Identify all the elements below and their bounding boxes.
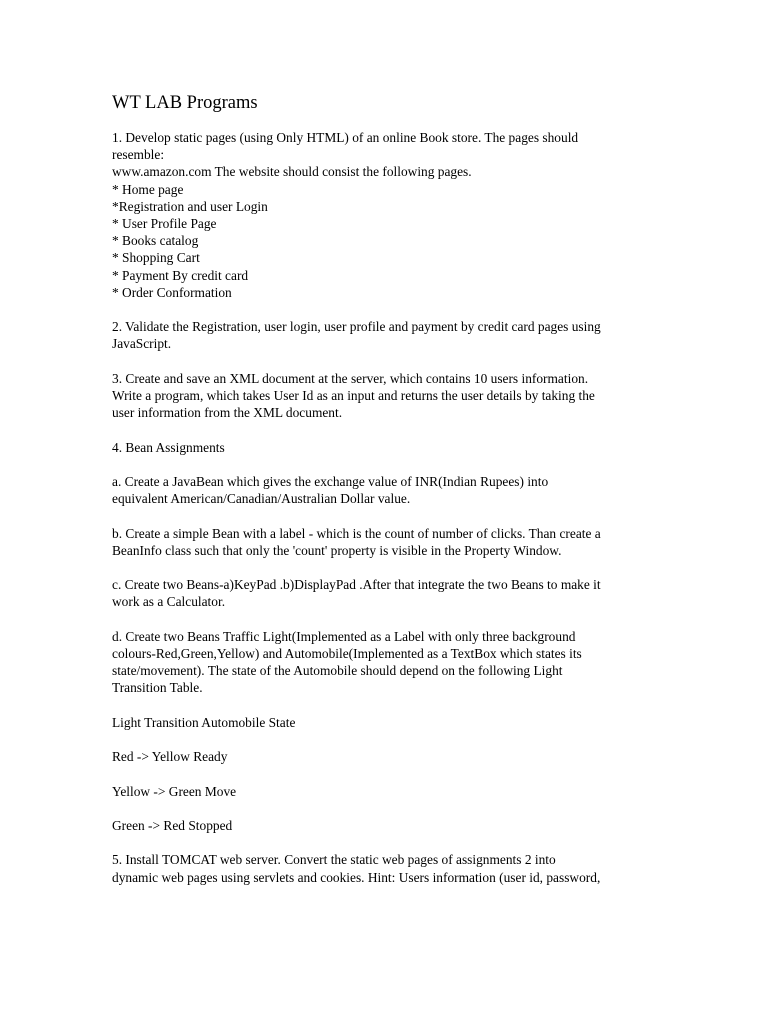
text-line: user information from the XML document. xyxy=(112,405,343,421)
text-line: 1. Develop static pages (using Only HTML) of an online Book store. The pages should xyxy=(112,130,579,145)
text-line: Transition Table. xyxy=(112,680,203,696)
paragraph-5-tomcat xyxy=(112,851,657,885)
text-line: resemble: xyxy=(112,147,165,163)
text-line: d. Create two Beans Traffic Light(Implemented as a Label with only three background xyxy=(112,628,576,644)
transition-row-green xyxy=(112,817,657,834)
text-line: Write a program, which takes User Id as an input and returns the user details by taking the xyxy=(112,388,595,404)
paragraph-4-bean-assignments xyxy=(112,439,657,456)
paragraph-1-book-store xyxy=(112,129,657,301)
text-line: www.amazon.com The website should consist the following pages. xyxy=(112,164,472,180)
paragraph-4b-simple-bean xyxy=(112,525,657,559)
text-line: a. Create a JavaBean which gives the exchange value of INR(Indian Rupees) into xyxy=(112,474,549,489)
text-line: b. Create a simple Bean with a label - which is the count of number of clicks. Than create a xyxy=(112,525,601,541)
text-line: JavaScript. xyxy=(112,336,172,352)
paragraph-4a-javabean xyxy=(112,473,657,507)
list-item: * Payment By credit card xyxy=(112,267,249,283)
text-line: 5. Install TOMCAT web server. Convert the static web pages of assignments 2 into xyxy=(112,852,556,868)
transition-row-yellow xyxy=(112,783,657,800)
paragraph-3-xml-document xyxy=(112,370,657,422)
text-line: Green -> Red Stopped xyxy=(112,817,233,833)
document-page xyxy=(112,92,657,903)
text-line: Red -> Yellow Ready xyxy=(112,749,228,765)
text-line: 4. Bean Assignments xyxy=(112,439,225,455)
text-line: BeanInfo class such that only the 'count' property is visible in the Property Window. xyxy=(112,542,562,558)
text-line: work as a Calculator. xyxy=(112,594,226,610)
text-line: 3. Create and save an XML document at the server, which contains 10 users information. xyxy=(112,370,589,386)
transition-row-red xyxy=(112,748,657,765)
text-line: colours-Red,Green,Yellow) and Automobile(Implemented as a TextBox which states its xyxy=(112,645,582,661)
list-item: * Shopping Cart xyxy=(112,250,200,266)
list-item: * Books catalog xyxy=(112,233,199,249)
list-item: * Home page xyxy=(112,181,184,197)
paragraph-4c-calculator-beans xyxy=(112,576,657,610)
paragraph-2-validation xyxy=(112,318,657,352)
text-line: 2. Validate the Registration, user login, user profile and payment by credit card pages using xyxy=(112,319,601,335)
text-line: state/movement). The state of the Automobile should depend on the following Light xyxy=(112,663,563,679)
document-title: WT LAB Programs xyxy=(112,93,258,113)
list-item: * User Profile Page xyxy=(112,216,217,232)
text-line: c. Create two Beans-a)KeyPad .b)DisplayPad .After that integrate the two Beans to make it xyxy=(112,577,601,593)
list-item: *Registration and user Login xyxy=(112,198,268,214)
text-line: Yellow -> Green Move xyxy=(112,783,237,799)
list-item: * Order Conformation xyxy=(112,284,232,300)
text-line: dynamic web pages using servlets and cookies. Hint: Users information (user id, password, xyxy=(112,869,601,885)
text-line: Light Transition Automobile State xyxy=(112,714,296,730)
text-line: equivalent American/Canadian/Australian Dollar value. xyxy=(112,491,411,507)
transition-table-header xyxy=(112,714,657,731)
paragraph-4d-traffic-light xyxy=(112,628,657,697)
